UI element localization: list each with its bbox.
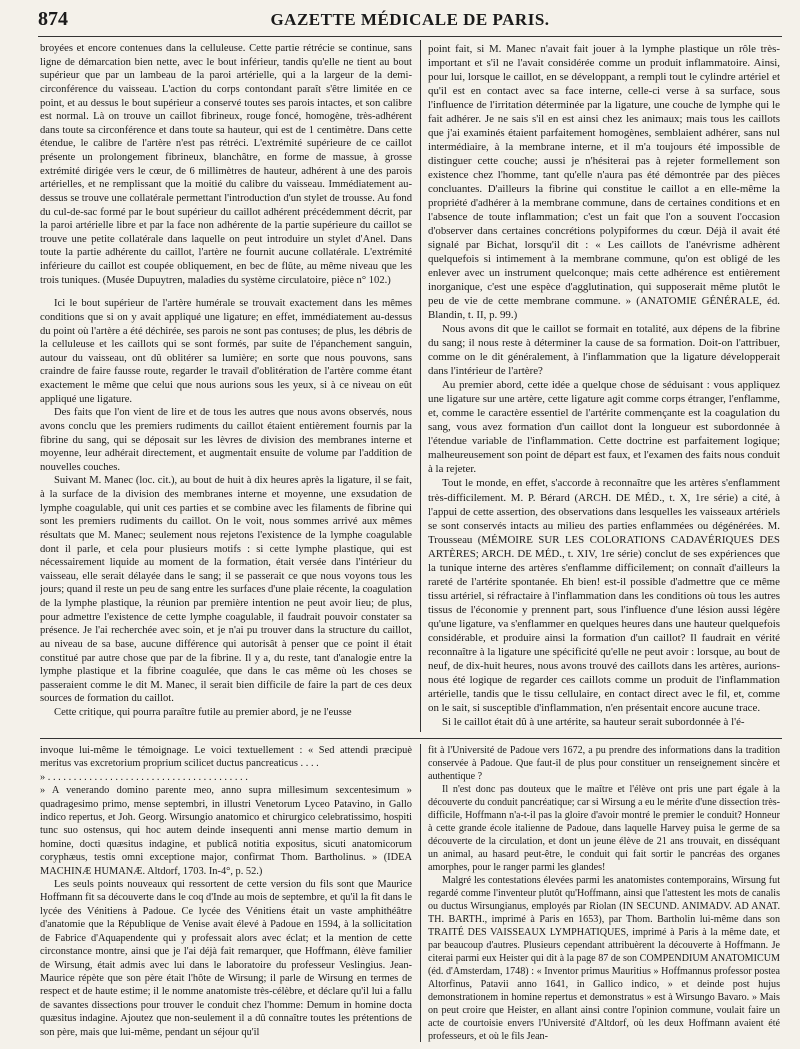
- paragraph: Cette critique, qui pourra paraître futile au premier abord, je ne l'eusse: [54, 707, 352, 718]
- column-divider: [420, 40, 421, 732]
- footnote-paragraph: fit à l'Université de Padoue vers 1672, a pu prendre des informations dans la tradition conservée à Padoue. Que faut-il de plus pour constituer un renseignement sincère et authentique ?: [428, 745, 780, 783]
- paragraph: Ici le bout supérieur de l'artère humérale se trouvait exactement dans les mêmes conditions que si on y avait appliqué une ligature; en effet, immédiatement au-dessus du point où l'artère a été déchirée, ses parois ne sont pas contuses; de plus, les débris de la celluleuse et les caillots qui se sont formés, par suite de l'épanchement sanguin, autour du vaisseau, ont dû oblitérer sa lumière; en sorte que nous pouvons, sans craindre de faire fausse route, regarder le travail d'oblitération de l'artère comme étant exactement le même que celui que nous aurions sous les yeux, si à ce niveau on eût appliqué une ligature.: [40, 298, 412, 405]
- footnote-quotation: » A venerando domino parente meo, anno supra millesimum sexcentesimum » quadragesimo primo, mense septembri, in illustri Venetorum Lyceo Patavino, in Gallo indico repertus, et Joh. Georg. Wirsungio anatomico et chirurgico celebratissimo, hospiti tunc suo ostensus, qui hoc autem deinde insequenti anni mense martio demum in homine, docti quæsitus indagine, et publicâ notitia expositus, sicuti anatomicorum coryphæus, testis omni exceptione major, confirmat Thom. Bartholinus. » (IDEA MACHINÆ HUMANÆ. Altdorf, 1703. In-4°, p. 52.): [40, 785, 412, 877]
- footnote-right-column: [428, 744, 780, 1042]
- paragraph: Des faits que l'on vient de lire et de tous les autres que nous avons observés, nous avons conclu que les premiers rudiments du caillot étaient entièrement fournis par la fibrine du sang, qui se déposait sur les lèvres de division des membranes interne et moyenne, leur adhérait directement, et augmentait ensuite de volume par l'addition de nouvelles couches.: [40, 407, 412, 473]
- page-header: [38, 6, 782, 37]
- paragraph: Suivant M. Manec (loc. cit.), au bout de huit à dix heures après la ligature, il se fait, à la surface de la division des membranes interne et moyenne, une exsudation de lymphe coagulable, qui unit ces parties et se combine avec les filaments de fibrine qui sont les premiers rudiments du caillot. On le voit, nous sommes arrivé aux mêmes résultats que M. Manec; seulement nous rejetons l'existence de la lymphe coagulable dont il parle, et cela pour plusieurs motifs : si cette lymphe plastique, qui est nécessairement liquide au moment de la formation, était versée dans l'intérieur du vaisseau, elle serait délayée dans le sang; il se passerait ce que nous voyons tous les jours; quand il reste un peu de sang entre les surfaces d'une plaie récente, la coagulation de la lymphe plastique, la réunion par première intention ne peut avoir lieu; de plus, pour admettre l'existence de cette lymphe coagulable, il faudrait pouvoir constater sa présence. Je l'ai recherchée avec soin, et je n'ai pu trouver dans la structure du caillot, au niveau de sa base, aucune différence qui autorisât à penser que ce point il était constitué par autre chose que par de la fibrine. Il y a, du reste, tant d'analogie entre la lymphe plastique et la fibrine coagulée, que dans le cas même où les choses se passeraient comme le dit M. Manec, il serait bien difficile de faire la part de ces deux sources de formation du caillot.: [40, 475, 412, 705]
- footnote-paragraph: invoque lui-même le témoignage. Le voici textuellement : « Sed attendi præcipuè meritus vas excretorium proprium scilicet ductus pancreaticus . . . .: [40, 745, 412, 770]
- left-column: [40, 42, 412, 732]
- footnote-paragraph: Les seuls points nouveaux qui ressortent de cette version du fils sont que Maurice Hoffmann fit sa découverte dans le coq d'Inde au mois de septembre, et qu'il la fit dans le lycée des Vénitiens à Padoue. Ce lycée des Vénitiens était un vaste amphithéâtre d'anatomie que la République de Venise avait élevé à Padoue en 1594, à la sollicitation de Fabrice d'Aquapendente qui y professait alors avec éclat; et la mention de cette circonstance montre, ainsi que je l'ai déjà fait remarquer, que Hoffmann, élève familier de Wirsung, était admis avec lui dans le laboratoire du professeur Veslingius. Jean-Maurice répète que son père était l'hôte de Wirsung; il parle de Wirsung en termes de respect et de haute estime; il le nomme anatomiste très-célèbre, et déclare qu'il lui a fallu de savantes dissections pour trouver le conduit chez l'homme: Demum in homine docta quæsitus indagine. Ajoutez que non-seulement il a dû connaître toutes les prétentions de son père, mais que lui-même, pendant un séjour qu'il: [40, 879, 412, 1038]
- paragraph: Au premier abord, cette idée a quelque chose de séduisant : vous appliquez une ligature sur une artère, cette ligature agit comme corps étranger, l'enflamme, et, comme le caractère essentiel de l'artérite commençante est la coagulation du sang, vous avez formation d'un caillot dont la longueur est subordonnée à l'étendue variable de l'inflammation. Cette doctrine est parfaitement logique; malheureusement son point de départ est faux, et l'examen des faits nous conduit à la rejeter.: [428, 379, 780, 476]
- paragraph: broyées et encore contenues dans la celluleuse. Cette partie rétrécie se continue, sans ligne de démarcation bien nette, avec le bout inférieur, tandis qu'elle ne tient au bout supérieur que par un lambeau de la paroi artérielle, qui a la largeur de la demi-circonférence du vaisseau. L'action du corps contondant paraît s'être limitée en ce point, et au dessus le bout supérieur a conservé toutes ses parois intactes, et son calibre est normal. Là on trouve un caillot fibrineux, rouge foncé, homogène, très-adhérent dans toute sa circonférence et dans toute sa hauteur, qui est de 1 centimètre. Dans cette étendue, le calibre de l'artère n'est pas rétréci. L'extrémité supérieure de ce caillot présente un prolongement fibrineux, blanchâtre, en forme de massue, à grosse extrémité dirigée vers le cœur, de 6 millimètres de hauteur, adhérent à une des parois artérielles, et ne remplissant que la moitié du calibre du vaisseau. Immédiatement au-dessus se trouve une collatérale permettant l'introduction d'un stylet de trousse. Au fond du cul-de-sac formé par le bout supérieur du caillot adhérent précédemment décrit, par la paroi artérielle libre et par la face non adhérente de la partie supérieure du caillot se trouve une petite collatérale dans laquelle on peut introduire un stylet d'Anel. Dans toute la partie adhérente du caillot, l'artère ne fournit aucune collatérale. L'extrémité inférieure du caillot est coupée obliquement, en bec de flûte, au même niveau que les trois tuniques. (Musée Dupuytren, maladies du système circulatoire, pièce n° 102.): [40, 43, 412, 286]
- right-column: [428, 42, 780, 732]
- paragraph: Nous avons dit que le caillot se formait en totalité, aux dépens de la fibrine du sang; il nous reste à déterminer la cause de sa formation. Doit-on l'attribuer, comme on le dit généralement, à l'inflammation que la ligature développerait dans l'intérieur de l'artère?: [428, 323, 780, 378]
- journal-title: GAZETTE MÉDICALE DE PARIS.: [270, 10, 550, 29]
- footnote-separator: [40, 738, 782, 739]
- footnote-paragraph: Il n'est donc pas douteux que le maître et l'élève ont pris une part égale à la découverte du conduit pancréatique; car si Wirsung a eu le mérite d'une dissection très-difficile, Hoffmann n'a-t-il pas la gloire d'avoir montré le premier le conduit? Honneur à cette grande école italienne de Padoue, dans laquelle Harvey puisa le germe de sa découverte de la circulation, et dont un jeune élève de 21 ans trouvait, en disséquant un animal, au hasard peut-être, le conduit qui fait sortir le pancréas des organes amorphes, pour le ranger parmi les glandes!: [428, 784, 780, 874]
- footnote-ellipsis: » . . . . . . . . . . . . . . . . . . . . . . . . . . . . . . . . . . . . . . .: [40, 771, 248, 783]
- paragraph: point fait, si M. Manec n'avait fait jouer à la lymphe plastique un rôle très-important et s'il ne l'avait considérée comme un produit inflammatoire. Ainsi, pour lui, lorsque le caillot, en se développant, a rempli tout le cylindre artériel et qu'il est en contact avec sa face interne, celle-ci verse à sa surface, sous l'influence de l'irritation déterminée par la ligature, une couche de lymphe qui le fait adhérer. Je ne sais s'il en est ainsi chez les animaux; mais tous les caillots que j'ai examinés étaient parfaitement homogènes, semblaient adhérer, sans nul intermédiaire, à la membrane interne, et il m'a toujours été impossible de distinguer cette couche; aussi je n'hésiterai pas à rejeter formellement son existence chez l'homme, tant qu'elle n'aura pas été démontrée par des pièces concluantes. D'ailleurs la fibrine qui constitue le caillot a en elle-même la propriété d'adhérer à la membrane commune, dans de certaines conditions et en l'absence de toute inflammation; c'est un fait que l'on a souvent l'occasion d'observer dans certaines concrétions polypiformes du cœur. Déjà il avait été signalé par Bichat, lorsqu'il dit : « Les caillots de l'anévrisme adhèrent quelquefois si intimement à la membrane commune, qu'on est obligé de les enlever avec un instrument quelconque; mais cette adhérence est entièrement inorganique, c'est une espèce d'agglutination, qui supposerait même plutôt le peu de vie de cette membrane commune. » (ANATOMIE GÉNÉRALE, éd. Blandin, t. II, p. 99.): [428, 43, 780, 322]
- page-number: 874: [38, 8, 68, 30]
- paragraph: Si le caillot était dû à une artérite, sa hauteur serait subordonnée à l'é-: [442, 715, 745, 728]
- paragraph: Tout le monde, en effet, s'accorde à reconnaître que les artères s'enflamment très-difficilement. M. P. Bérard (ARCH. DE MÉD., t. X, 1re série) a cité, à l'appui de cette assertion, des observations dans lesquelles les vaisseaux artériels se sont conservés intacts au milieu des parties enflammées ou dégénérées. M. Trousseau (MÉMOIRE SUR LES COLORATIONS CADAVÉRIQUES DES ARTÈRES; ARCH. DE MÉD., t. XIV, 1re série) conclut de ses expériences que la tunique interne des artères s'enflamme difficilement; on connaît d'ailleurs la rareté de l'artérite spontanée. Eh bien! est-il possible d'admettre que ce même tissu artériel, si réfractaire à l'inflammation dans les conditions où tous les autres tissus de l'économie y prennent part, sous l'influence d'une lésion aussi légère qu'une ligature, va s'enflammer en quelques heures dans une hauteur quelquefois considérable, et produire ainsi la formation d'un caillot? Il faudrait en vérité reconnaître à la ligature une spécificité qu'elle ne peut avoir : lorsque, au bout de neuf, de dix-huit heures, nous avons trouvé des caillots dans les artères, aurions-nous été logique de regarder ces caillots comme un produit de l'inflammation artérielle, tandis que le tissu cellulaire, en contact direct avec le fil, et, comme on le sait, si susceptible d'inflammation, n'en présentait encore aucune trace.: [428, 477, 780, 714]
- footnote-paragraph: Malgré les contestations élevées parmi les anatomistes contemporains, Wirsung fut regardé comme l'inventeur plutôt qu'Hoffmann, ainsi que l'attestent les mots de canalis ou ductus Wirsungianus, employés par Riolan (IN SECUND. ANIMADV. AD ANAT. TH. BARTH., imprimé à Paris en 1653), par Thom. Bartholin lui-même dans son TRAITÉ DES VAISSEAUX LYMPHATIQUES, imprimé à Paris à la même date, et par beaucoup d'autres. Plusieurs cependant attribuèrent la découverte à Hoffmann. Je citerai parmi eux Heister qui dit à la page 87 de son COMPENDIUM ANATOMICUM (éd. d'Amsterdam, 1748) : « Inventor primus Mauritius » Hoffmannus professor postea Altorfinus, Patavii anno 1641, in Gallico indico, » et deinde post hujus demonstrationem in homine repertus et demonstratus » est à Wirsungo Bavaro. » Mais on peut croire que Heister, en allant ainsi contre l'opinion commune, voulait faire un acte de courtoisie envers l'Université d'Altdorf, où les deux Hoffmann avaient été professeurs, et où le fils Jean-: [428, 875, 780, 1042]
- footnote-column-divider: [420, 744, 421, 1042]
- footnote-left-column: [40, 744, 412, 1042]
